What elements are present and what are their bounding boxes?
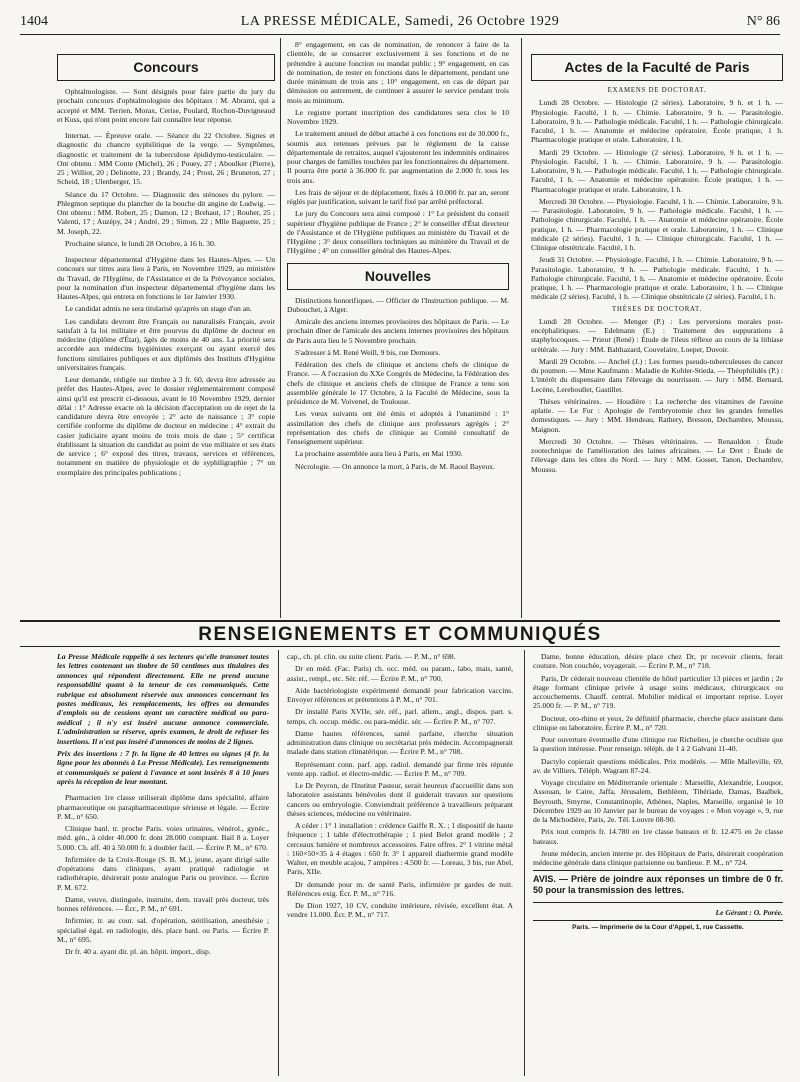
column-divider: [278, 650, 279, 1076]
these-day: Mercredi 30 Octobre. — Thèses vétérinaires. — Renauldon : Étude zootechnique de l'amélioration des laines africaines. — Le Dret : Étude de l'élevage dans les côtes du Nord. — Jury : MM. Gosset, Tanon, Dechambre, Moussu.: [531, 436, 783, 474]
nouvelles-item: La prochaine assemblée aura lieu à Paris, en Mai 1930.: [295, 449, 463, 459]
nouvelles-item: Amicale des anciens internes provisoires des hôpitaux de Paris. — Le prochain dîner de l'amicale des anciens internes provisoires des hôpitaux de Paris aura lieu le 5 Novembre prochain.: [287, 317, 509, 345]
concours-continuation: Le jury du Concours sera ainsi composé : 1° Le président du conseil supérieur d'hygiène publique de France ; 2° le conseiller d'État directeur de l'Assistance et de l'Hygiène publiques au ministère du Travail et de l'Hygiène ; 3° deux conseillers techniques au ministère du Travail et de l'Hygiène ; 4° un conseiller général des Hautes-Alpes.: [287, 209, 509, 256]
classified-ad: Dr demande pour m. de santé Paris, infirmière pr gardes de nuit. Références exig. Écr. P. M., n° 716.: [287, 879, 513, 898]
faculte-column: [531, 54, 783, 614]
classified-ad: Aide bactériologiste expérimenté demandé pour fabrication vaccins. Envoyer références et prétentions à P. M., n° 701.: [287, 685, 513, 704]
classified-ad: Dr en méd. (Fac. Paris) ch. occ. méd. ou param., labo, mais, santé, assist., rempl., etc. Sér. réf. — Écrire P. M., n° 700.: [287, 664, 513, 683]
classified-ad: Infirmière de la Croix-Rouge (S. B. M.), jeune, ayant dirigé salle d'opérations dans cliniques, ayant pratiqué radiologie et radiothérapie, désirerait poste analogue Paris ou province. — Écrire P. M. 672.: [57, 854, 269, 892]
middle-column: [287, 40, 509, 588]
examen-day: Mercredi 30 Octobre. — Physiologie. Faculté, 1 h. — Chimie. Laboratoire, 9 h. — Parasitologie. Laboratoire, 9 h. — Pathologie médicale. Faculté, 1 h. — Pathologie chirurgicale. Faculté, 1 h. — Anatomie et médecine opératoire. École pratique, 1 h. — Pharmacologie pratique et orale. Laboratoire, 1 h. — Clinique médicale (2 séries). Faculté, 1 h. — Clinique chirurgicale. Faculté, 1 h. — Clinique obstétricale. Faculté, 1 h.: [531, 196, 783, 253]
nouvelles-item: Les vœux suivants ont été émis et adoptés à l'unanimité : 1° assimilation des chefs de clinique aux professeurs agrégés ; 2° représentation des chefs de clinique au Comité consultatif de l'enseignement supérieur.: [287, 409, 509, 447]
classified-ad: Docteur, oto-rhino et yeux, 2e définitif pharmacie, cherche place assistant dans clinique ou laboratoire. Écrire P. M., n° 720.: [533, 713, 783, 732]
classified-ad: A céder : 1° 1 installation : crédence Gaiffe R. X. ; 1 dispositif de haute fréquence ; 1 table d'électrothérapie ; 1 pied Belot grand modèle ; 2 cerceaux lumière et nombreux accessoires. Faire offres. 2° 1 vitrine métal : 160×50×35 à 4 étages : 650 fr. 3° 1 appareil diathermie grand modèle Walter, en meuble acajou, 7 ampères : 4.500 fr. — Loreau, 3 bis, rue Abel, Paris, XIIe.: [287, 821, 513, 877]
nouvelles-item: Distinctions honorifiques. — Officier de l'Instruction publique. — M. Dubouchet, à Alger.: [287, 295, 509, 314]
concours-continuation: Les frais de séjour et de déplacement, fixés à 10.000 fr. par an, seront réglés par justification, suivant le tarif fixé par arrêté préfectoral.: [287, 187, 509, 206]
page-header: [20, 14, 780, 34]
classified-ad: Pour ouverture éventuelle d'une clinique rue Richelieu, je cherche oculiste que la question intéresse. Pour renseign. téléph. de 1 à 2 Galvani 11-40.: [533, 735, 783, 754]
avis-text: AVIS. — Prière de joindre aux réponses un timbre de 0 fr. 50 pour la transmission des lettres.: [533, 874, 783, 896]
banner-rule-top: [20, 620, 780, 622]
concours-heading: Concours: [57, 54, 275, 81]
faculte-heading: Actes de la Faculté de Paris: [531, 54, 783, 81]
theses-subheading: THÈSES DE DOCTORAT.: [612, 305, 702, 313]
these-day: Mardi 29 Octobre. — Anchel (J.) : Les formes pseudo-tuberculeuses du cancer du poumon. — Mme Kaufmann : Maladie de Kohler-Stieda. — Théophilidès (P.) : L'intérêt du dispensaire dans l'élevage du nourrisson. — Jury : MM. Bernard, Lecène, Lereboullet, Gastillet.: [531, 356, 783, 394]
concours-paragraph: Leur demande, rédigée sur timbre à 3 fr. 60, devra être adressée au préfet des Hautes-Alpes, avec le dossier réglementairement composé ainsi qu'il est prescrit ci-dessous, avant le 10 Novembre 1929, dernier délai : 1° Adresse exacte où la décision d'acceptation ou de rejet de la candidature devra être envoyée ; 2° acte de naissance ; 3° copie certifiée conforme du diplôme de docteur en médecine ; 4° extrait du casier judiciaire ayant moins de trois mois de date ; 5° certificat établissant la situation du candidat au point de vue militaire et ses états de service ; 6° exposé des titres, travaux, services et références, notamment en matière de physiologie et de syphiligraphie ; 7° un exemplaire des principales publications ;: [57, 375, 275, 477]
printer-imprint: Paris. — Imprimerie de la Cour d'Appel, 1, rue Cassette.: [572, 924, 744, 932]
classified-notice: La Presse Médicale rappelle à ses lecteurs qu'elle transmet toutes les lettres contenant un timbre de 50 centimes aux titulaires des annonces qui répondent directement. Elle ne prend aucune responsabilité quant à la teneur de ces communiqués. Cette rubrique est absolument réservée aux annonces concernant les postes médicaux, les remplacements, les offres ou demandes d'emplois ou de cessions ayant un caractère médical ou para-médical ; il n'y est inséré aucune annonce commerciale. L'administration se réserve, après examen, le droit de refuser les insertions. Il n'est pas inséré d'annonces de moins de 2 lignes.: [57, 652, 269, 746]
classified-ad: Le Dr Peyron, de l'Institut Pasteur, serait heureux d'accueillir dans son laboratoire assistants bénévoles dont il guiderait travaux sur questions cancers ou embryologie. Conviendrait préférence à travailleurs préparant thèses sciences, médecine ou vétérinaire.: [287, 781, 513, 818]
classified-ad: Clinique banl. tr. proche Paris. voies urinaires, vénérol., gynéc., méd. gén., à céder 40.000 fr. dont 28.000 comptant. Bail 8 a. Loyer 5.000. Ch. aff. 40 à 50.000 fr. à doubler facil. — Écrire P. M., n° 670.: [57, 824, 269, 852]
classified-ad: De Dion 1927, 10 CV, conduite intérieure, révisée, excellent état. A vendre 11.000. Écr. P. M., n° 717.: [287, 901, 513, 920]
ads-column-3: [533, 652, 783, 1076]
nouvelles-item: Nécrologie. — On annonce la mort, à Paris, de M. Raoul Bayeux.: [295, 461, 495, 471]
classified-ad: Dame hautes références, santé parfaite, cherche situation administration dans clinique ou secrétariat près médecin. Accompagnerait malade dans station climatérique. — Écrire P. M., n° 708.: [287, 728, 513, 757]
classified-ad: cap., ch. pl. clin. ou suite client. Paris. — P. M., n° 698.: [287, 652, 456, 661]
examen-day: Mardi 29 Octobre. — Histologie (2 séries). Laboratoire, 9 h. et 1 h. — Physiologie. Faculté, 1 h. — Chimie. Laboratoire, 9 h. — Parasitologie. Laboratoire, 9 h. — Pathologie médicale. Faculté, 1 h. — Pathologie chirurgicale. Faculté, 1 h. — Anatomie et médecine opératoire. École pratique, 1 h. — Pharmacologie pratique et orale. Laboratoire, 1 h.: [531, 147, 783, 194]
avis-notice: [533, 870, 783, 903]
column-divider: [521, 38, 522, 618]
classified-ad: Dame, veuve, distinguée, instruite, dem. travail près docteur, très bonnes références. — Écr., P. M., n° 691.: [57, 894, 269, 914]
concours-paragraph: Le candidat admis ne sera titularisé qu'après un stage d'un an.: [65, 304, 252, 314]
insertion-prices: Prix des insertions : 7 fr. la ligne de 40 lettres ou signes (4 fr. la ligne pour les abonnés à La Presse Médicale). Les renseignements et communiqués se paient à l'avance et sont insérés 8 à 10 jours après la réception de leur montant.: [57, 748, 269, 787]
classified-ad: Prix tout compris fr. 14.780 en 1re classe bateaux et fr. 12.475 en 2e classe bateaux.: [533, 827, 783, 846]
concours-continuation: Le registre portant inscription des candidatures sera clos le 10 Novembre 1929.: [287, 107, 509, 126]
classified-ad: Pharmacien 1re classe utiliserait diplôme dans spécialité, affaire pharmaceutique ou parapharmaceutique sérieuse et légale. — Écrire P. M., n° 650.: [57, 793, 269, 821]
examen-day: Jeudi 31 Octobre. — Physiologie. Faculté, 1 h. — Chimie. Laboratoire, 9 h. — Parasitologie. Laboratoire, 9 h. — Pathologie médicale. Faculté, 1 h. — Pathologie chirurgicale. Faculté, 1 h. — Anatomie et médecine opératoire. École pratique, 1 h. — Pharmacologie pratique et orale. Laboratoire, 1 h. — Clinique médicale (2 séries). Faculté, 1 h. — Clinique obstétricale (2 séries). Faculté, 1 h.: [531, 255, 783, 302]
classified-ad: Dr installé Paris XVIIe, sér. réf., parl. allem., angl., dispos. part. s. temps, ch. occup. médic. ou para-médic. sér. — Écrire P. M., n° 707.: [287, 707, 513, 726]
concours-paragraph: Inspecteur départemental d'Hygiène dans les Hautes-Alpes. — Un concours sur titres aura lieu à Paris, en Novembre 1929, au ministère du Travail, de l'Hygiène, de l'Assistance et de la Prévoyance sociales, pour la nomination d'un inspecteur départemental d'hygiène dans les Hautes-Alpes, qui entrera en fonctions le 1er Janvier 1930.: [57, 255, 275, 302]
renseignements-banner: RENSEIGNEMENTS ET COMMUNIQUÉS: [198, 624, 602, 645]
examen-day: Lundi 28 Octobre. — Histologie (2 séries). Laboratoire, 9 h. et 1 h. — Physiologie. Faculté, 1 h. — Chimie. Laboratoire, 9 h. — Parasitologie. Laboratoire, 9 h. — Pathologie médicale. Faculté, 1 h. — Pathologie chirurgicale. Faculté, 1 h. — Anatomie et médecine opératoire. École pratique, 1 h. Pharmacologie pratique et orale. Laboratoire, 1 h.: [531, 98, 783, 145]
classified-ad: Jeune médecin, ancien interne pr. des Hôpitaux de Paris, désirerait coopération médecine générale dans clinique parisienne ou banlieue. P. M., n° 724.: [533, 848, 783, 867]
classified-ad: Dactylo copierait questions médicales. Prix modérés. — Mlle Malleville, 69, av. de Villiers. Téléph. Wagram 87-24.: [533, 756, 783, 775]
page-number: 1404: [20, 14, 48, 29]
gerant-signature: Le Gérant : O. Porée.: [533, 908, 783, 921]
banner-rule-bottom: [20, 646, 780, 647]
examens-subheading: EXAMENS DE DOCTORAT.: [607, 87, 707, 95]
classified-ad: Infirmier, tr. au cour. sal. d'opération, stérilisation, anesthésie ; spécialisé égal. en radiologie, dés. place banl. ou Paris. — Écrire P. M., n° 695.: [57, 916, 269, 944]
these-day: Lundi 28 Octobre. — Menger (P.) : Les perversions morales post-encéphalitiques. — Edelmann (E.) : Traitement des suppurations à staphylocoques. — Prieur (René) : Étude de l'ileus réflexe au cours de la lithiase urétérale. — Jury : MM. Balthazard, Couvelaire, Loeper, Duvoir.: [531, 316, 783, 354]
classified-ad: Dr fr. 40 a. ayant dir. pl. an. hôpit. import., disp.: [65, 947, 211, 957]
concours-continuation: Le traitement annuel de début attaché à ces fonctions est de 30.000 fr., soumis aux retenues prévues par le règlement de la caisse départementale de retraites, auquel s'ajouteront les indemnités ordinaires pour charges de familles touchées par les fonctionnaires du département. Il pourra être porté à 36.000 fr. par augmentation de 2.000 fr. tous les trois ans.: [287, 129, 509, 185]
issue-number: N° 86: [746, 14, 780, 29]
concours-paragraph: Séance du 17 Octobre. — Diagnostic des sténoses du pylore. — Phlegmon septique du plancher de la bouche dit angine de Ludwig. — Ont obtenu : MM. Robert, 25 ; Damon, 12 ; Brehaut, 17 ; Rouher, 25 ; Valenti, 17 ; Auzépy, 24 ; André, 29 ; Simon, 22 ; Mlle Baguette, 25 ; M. Joseph, 22.: [57, 189, 275, 236]
ads-column-1: [57, 652, 269, 1076]
header-rule: [20, 34, 780, 35]
publication-title: LA PRESSE MÉDICALE, Samedi, 26 Octobre 1929: [240, 14, 560, 29]
these-day: Thèses vétérinaires. — Houdière : La recherche des vitamines de l'avoine aplatie. — Le Fur : Apologie de l'embryotomie chez les grandes femelles domestiques. — Jury : MM. Hendeau, Rathery, Bresson, Dechambre, Moussu, Maignon.: [531, 396, 783, 434]
classified-ad: Voyage circulaire en Méditerranée orientale : Marseille, Alexandrie, Louqsor, Assouan, le Caire, Jaffa, Jérusalem, Bethléem, Tibériade, Damas, Baalbek, Beyrouth, Smyrne, Constantinople, Athènes, Naples, Marseille, organisé le 10 Décembre 1929 au 10 Janvier par le bureau de voyages : « Mon voyage », 9, rue de la Michodière, Paris, 2e. Tél. Louvre 08-90.: [533, 778, 783, 824]
classified-ad: Paris, Dr céderait nouveau clientèle de hôtel particulier 13 pièces et jardin ; 2e étage formant clinique privée à usage soins médicaux, chirurgicaux ou accouchements. Chauff. central. Mobilier médical et important reprise. Loyer 25.000 fr. — P. M., n° 719.: [533, 673, 783, 711]
ads-column-2: [287, 652, 513, 1076]
classified-ad: Dame, bonne éducation, désire place chez Dr, pr recevoir clients, ferait couture. Non couchée, voyagerait. — Écrire P. M., n° 718.: [533, 652, 783, 671]
nouvelles-item: S'adresser à M. René Weill, 9 bis, rue Demours.: [295, 347, 441, 357]
concours-paragraph: Ophtalmologiste. — Sont désignés pour faire partie du jury du prochain concours d'ophtalmologiste des hôpitaux : M. Abrami, qui a accepté et MM. Terrien, Morax, Cerise, Poulard, Rochon-Duvigneaud et Kuss, qui n'ont point encore fait connaître leur réponse.: [57, 87, 275, 124]
nouvelles-heading: Nouvelles: [287, 263, 509, 290]
concours-column: [57, 54, 275, 616]
classified-ad: Représentant conn. parf. app. radiol. demandé par firme très réputée vente app. radiol. et électro-médic. — Écrire P. M., n° 709.: [287, 759, 513, 778]
column-divider: [280, 38, 281, 618]
concours-paragraph: Internat. — Épreuve orale. — Séance du 22 Octobre. Signes et diagnostic du chancre syphilitique de la verge. — Symptômes, diagnostic et traitement de la tuberculose épididymo-testiculaire. — Ont obtenu : MM Conte (Michel), 26 ; Pouey, 27 ; Aboulker (Pierre), 25 ; Williot, 20 ; Delinotte, 23 ; Brandy, 24 ; Prost, 26 ; Bruneton, 27 ; Scheid, 18 ; Ulenberger, 15.: [57, 131, 275, 187]
concours-paragraph: Prochaine séance, le lundi 28 Octobre, à 16 h. 30.: [65, 238, 216, 248]
concours-continuation: 8° engagement, en cas de nomination, de renoncer à faire de la clientèle, de se consacrer exclusivement à ses fonctions et de ne prétendre à aucune fonction ou mandat public ; 9° engagement, en cas de nomination, de rester en fonctions dans le département, pendant une durée minimum de trois ans ; 10° engagement, en cas de départ par démission ou autrement, de continuer à assurer le service pendant trois mois au minimum.: [287, 40, 509, 105]
column-divider: [524, 650, 525, 1076]
nouvelles-item: Fédération des chefs de clinique et anciens chefs de clinique de France. — A l'occasion du XXe Congrès de Médecine, la Fédération des chefs de clinique et anciens chefs de clinique de France a tenu son assemblée générale le 17 Octobre, à la Faculté de Médecine, sous la présidence de M. Voivenel, de Toulouse.: [287, 360, 509, 407]
concours-paragraph: Les candidats devront être Français ou naturalisés Français, avoir satisfait à la loi militaire et être pourvus du diplôme de docteur en médecine (diplôme d'État), âgés de moins de 40 ans. La priorité sera accordée aux médecins hygiénistes exerçant ou ayant exercé des fonctions similaires publiques et aux diplômés des Instituts d'Hygiène universitaires français.: [57, 316, 275, 372]
